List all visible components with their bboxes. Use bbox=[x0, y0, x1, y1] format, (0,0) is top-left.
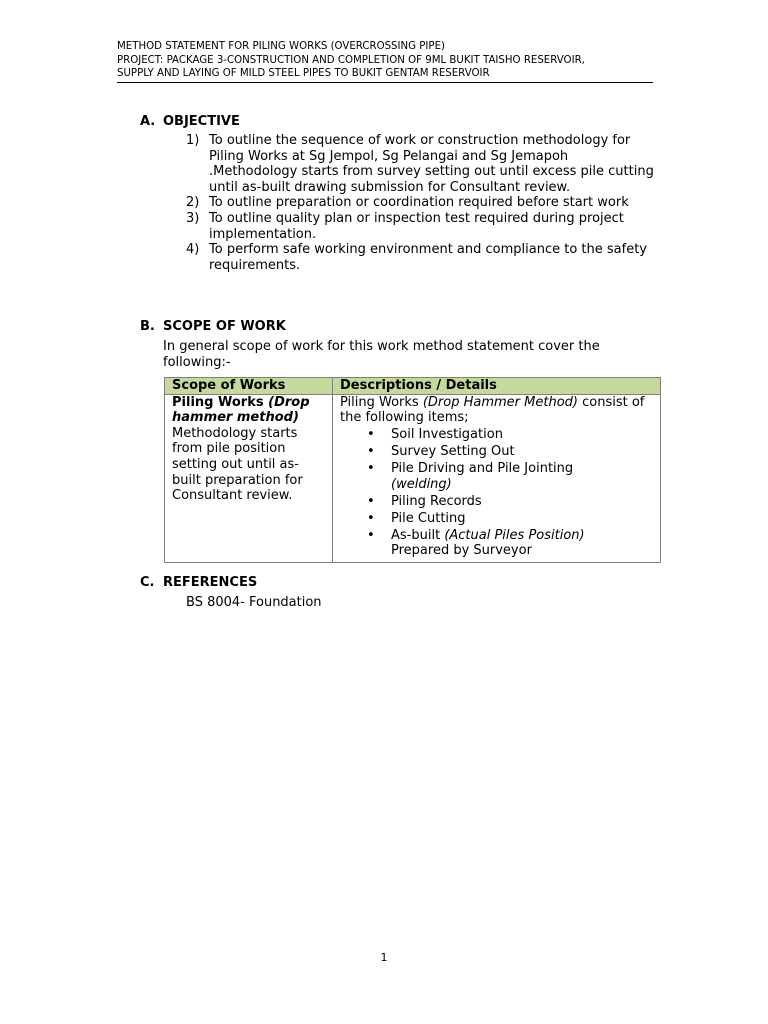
bullet-icon: • bbox=[367, 510, 375, 526]
section-a-heading bbox=[140, 114, 240, 130]
objective-item bbox=[186, 195, 656, 211]
objective-item-number: 1) bbox=[186, 133, 200, 148]
bullet-icon: • bbox=[367, 444, 375, 460]
section-b-heading bbox=[140, 319, 286, 335]
section-c-heading bbox=[140, 575, 257, 591]
list-item-note: (welding) bbox=[391, 476, 452, 492]
objective-item bbox=[186, 211, 656, 242]
section-b-letter: B. bbox=[140, 319, 155, 334]
table-row bbox=[165, 394, 661, 562]
reference-text: BS 8004- Foundation bbox=[186, 595, 322, 610]
list-item bbox=[367, 444, 653, 460]
list-item bbox=[367, 528, 653, 559]
list-item-text: Survey Setting Out bbox=[391, 444, 515, 460]
bullet-icon: • bbox=[367, 493, 375, 509]
scope-cell-text: Methodology starts from pile position setting out until as-built preparation for Consultant review. bbox=[172, 425, 303, 504]
scope-cell-title: Piling Works bbox=[172, 394, 269, 410]
header-project-line-2: SUPPLY AND LAYING OF MILD STEEL PIPES TO BUKIT GENTAM RESERVOIR bbox=[117, 68, 490, 79]
section-a-title: OBJECTIVE bbox=[163, 114, 240, 129]
section-a-letter: A. bbox=[140, 114, 156, 129]
objective-item bbox=[186, 242, 656, 273]
list-item-tail: Prepared by Surveyor bbox=[391, 543, 532, 559]
scope-table bbox=[164, 377, 661, 563]
bullet-icon: • bbox=[367, 427, 375, 443]
objective-list bbox=[186, 133, 656, 273]
bullet-icon: • bbox=[367, 527, 375, 543]
desc-lead: Piling Works bbox=[340, 394, 423, 410]
section-b-title: SCOPE OF WORK bbox=[163, 319, 286, 334]
list-item-text: Pile Driving and Pile Jointing bbox=[391, 461, 574, 477]
table-header-descriptions: Descriptions / Details bbox=[333, 378, 661, 395]
header-title: METHOD STATEMENT FOR PILING WORKS (OVERCROSSING PIPE) bbox=[117, 41, 445, 52]
objective-item-number: 3) bbox=[186, 210, 200, 226]
descriptions-cell bbox=[333, 394, 661, 562]
list-item-text: Soil Investigation bbox=[391, 427, 503, 443]
desc-lead-tail: consist of the following items; bbox=[340, 394, 645, 426]
header-project-line-1: PROJECT: PACKAGE 3-CONSTRUCTION AND COMPLETION OF 9ML BUKIT TAISHO RESERVOIR, bbox=[117, 54, 585, 66]
scope-cell bbox=[165, 394, 333, 562]
desc-lead-method: (Drop Hammer Method) bbox=[422, 394, 578, 410]
objective-item-text: To outline quality plan or inspection test required during project implementation. bbox=[209, 210, 624, 242]
bullet-icon: • bbox=[367, 461, 375, 477]
list-item-note: (Actual Piles Position) bbox=[444, 527, 585, 543]
section-c-letter: C. bbox=[140, 575, 155, 590]
objective-item-number: 4) bbox=[186, 242, 200, 258]
objective-item-text: To perform safe working environment and compliance to the safety requirements. bbox=[209, 242, 647, 273]
document-header bbox=[117, 40, 653, 83]
page-number: 1 bbox=[380, 951, 388, 964]
scope-intro: In general scope of work for this work method statement cover the following:- bbox=[163, 339, 600, 370]
table-header-scope: Scope of Works bbox=[165, 378, 333, 395]
objective-item bbox=[186, 133, 656, 195]
list-item bbox=[367, 461, 653, 492]
section-c-title: REFERENCES bbox=[163, 575, 258, 590]
objective-item-text: To outline preparation or coordination required before start work bbox=[209, 195, 629, 211]
list-item bbox=[367, 494, 653, 510]
table-header-row bbox=[165, 378, 661, 395]
list-item-text: Piling Records bbox=[391, 493, 482, 509]
objective-item-text: To outline the sequence of work or construction methodology for Piling Works at Sg Jempol, Sg Pelangai and Sg Jemapoh .Methodology starts from survey setting out until excess pile cutting until as-built drawing submission for Consultant review. bbox=[209, 133, 654, 195]
list-item bbox=[367, 511, 653, 527]
list-item-text: Pile Cutting bbox=[391, 510, 466, 526]
list-item-text: As-built bbox=[391, 527, 445, 543]
scope-cell-method: (Drop hammer method) bbox=[172, 394, 310, 426]
objective-item-number: 2) bbox=[186, 195, 200, 211]
description-list bbox=[340, 427, 653, 559]
list-item bbox=[367, 427, 653, 443]
